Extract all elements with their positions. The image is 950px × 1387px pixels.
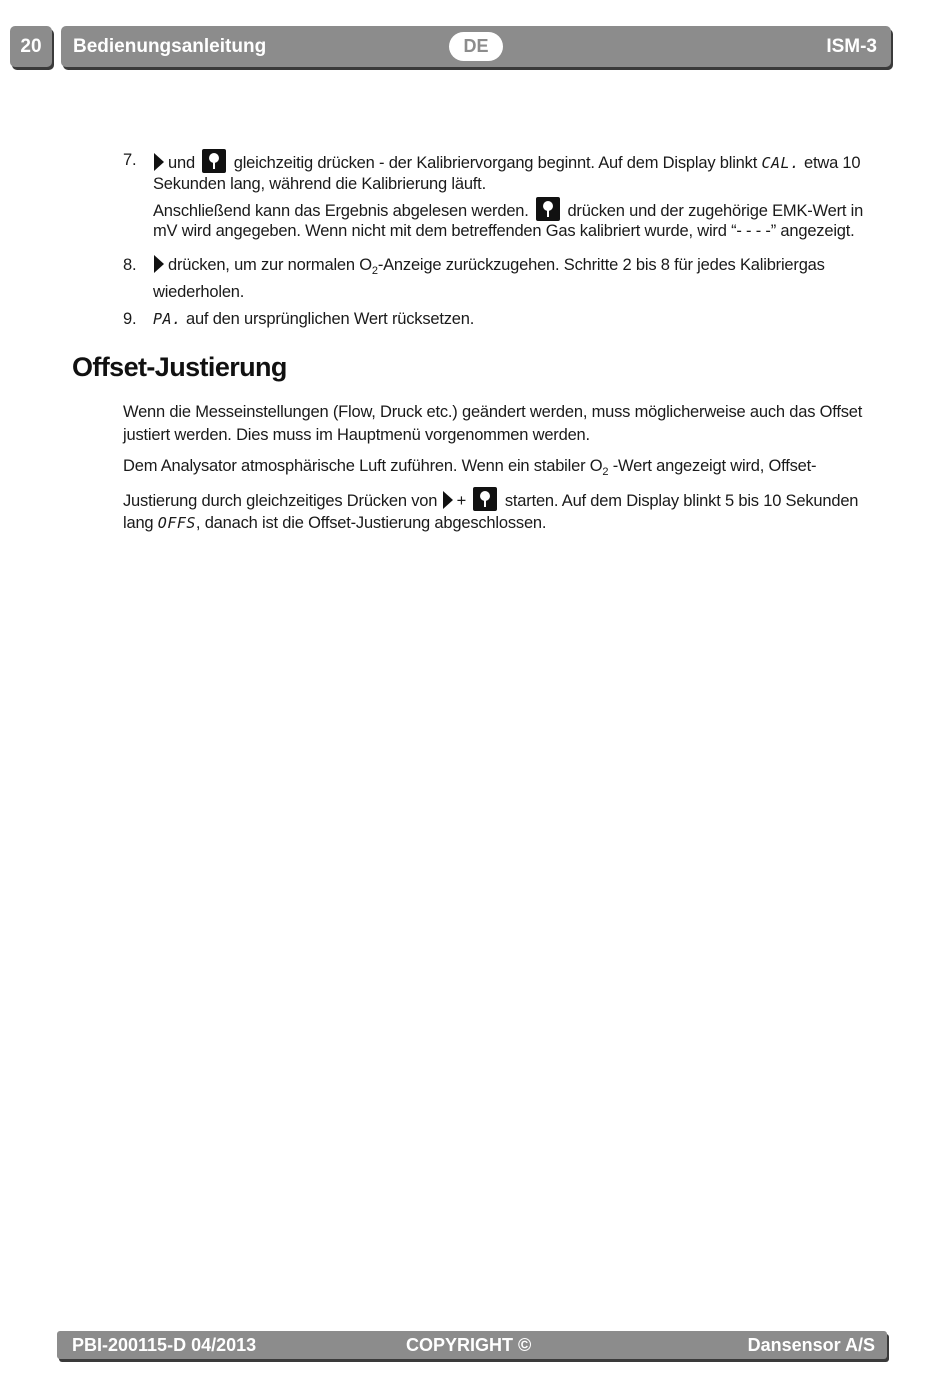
display-code: PA. [153,310,182,328]
header-title: Bedienungsanleitung [73,36,267,57]
paragraph-text: starten. Auf dem Display blinkt 5 bis 10 Sekunden [504,492,859,510]
step-line: wiederholen. [153,283,245,301]
footer-doc-id: PBI-200115-D 04/2013 [72,1335,257,1355]
paragraph-text: lang [123,514,154,532]
step-line [153,149,883,176]
step-text: gleichzeitig drücken - der Kalibriervorgang beginnt. Auf dem Display blinkt [233,154,758,172]
step-line [153,254,883,278]
paragraph-line [123,487,883,514]
paragraph-text: -Wert angezeigt wird, Offset- [612,457,817,475]
step-text: etwa 10 [804,154,861,172]
display-code: CAL. [761,154,800,172]
step-text: und [168,154,195,172]
step-text: Anschließend kann das Ergebnis abgelesen werden. [153,202,529,220]
paragraph-text: , danach ist die Offset-Justierung abgeschlossen. [195,514,547,532]
plus-sign: + [456,492,467,510]
footer-company: Dansensor A/S [747,1335,875,1355]
step-text: -Anzeige zurückzugehen. Schritte 2 bis 8 für jedes Kalibriergas [377,256,825,274]
footer-bar [57,1331,887,1359]
paragraph-text: Justierung durch gleichzeitiges Drücken von [123,492,438,510]
section-heading: Offset-Justierung [72,352,287,382]
step-number: 7. [123,151,137,169]
header-model: ISM-3 [826,36,877,57]
paragraph-line [123,512,883,536]
paragraph-line: Wenn die Messeinstellungen (Flow, Druck etc.) geändert werden, muss möglicherweise auch das Offset [123,403,863,421]
step-line [153,308,883,332]
step-text: drücken, um zur normalen O [168,256,372,274]
paragraph-text: Dem Analysator atmosphärische Luft zuführen. Wenn ein stabiler O [123,457,603,475]
footer-copyright: COPYRIGHT © [406,1335,532,1355]
step-line: Sekunden lang, während die Kalibrierung läuft. [153,175,486,193]
page-number: 20 [10,26,52,67]
language-badge: DE [449,32,503,61]
subscript: 2 [602,466,609,478]
step-text: drücken und der zugehörige EMK-Wert in [567,202,864,220]
display-code: OFFS [157,514,196,532]
arrow-right-key-icon [154,255,164,273]
enter-key-icon [536,197,560,221]
step-number: 8. [123,256,137,274]
enter-key-icon [473,487,497,511]
header-bar [61,26,891,67]
paragraph-line: justiert werden. Dies muss im Hauptmenü vorgenommen werden. [123,426,590,444]
enter-key-icon [202,149,226,173]
paragraph-line [123,455,883,479]
subscript: 2 [371,265,378,277]
step-number: 9. [123,310,137,328]
step-text: auf den ursprünglichen Wert rücksetzen. [185,310,475,328]
step-line: mV wird angegeben. Wenn nicht mit dem betreffenden Gas kalibriert wurde, wird “- - - -” angezeigt. [153,222,855,240]
arrow-right-key-icon [154,153,164,171]
arrow-right-key-icon [443,491,453,509]
